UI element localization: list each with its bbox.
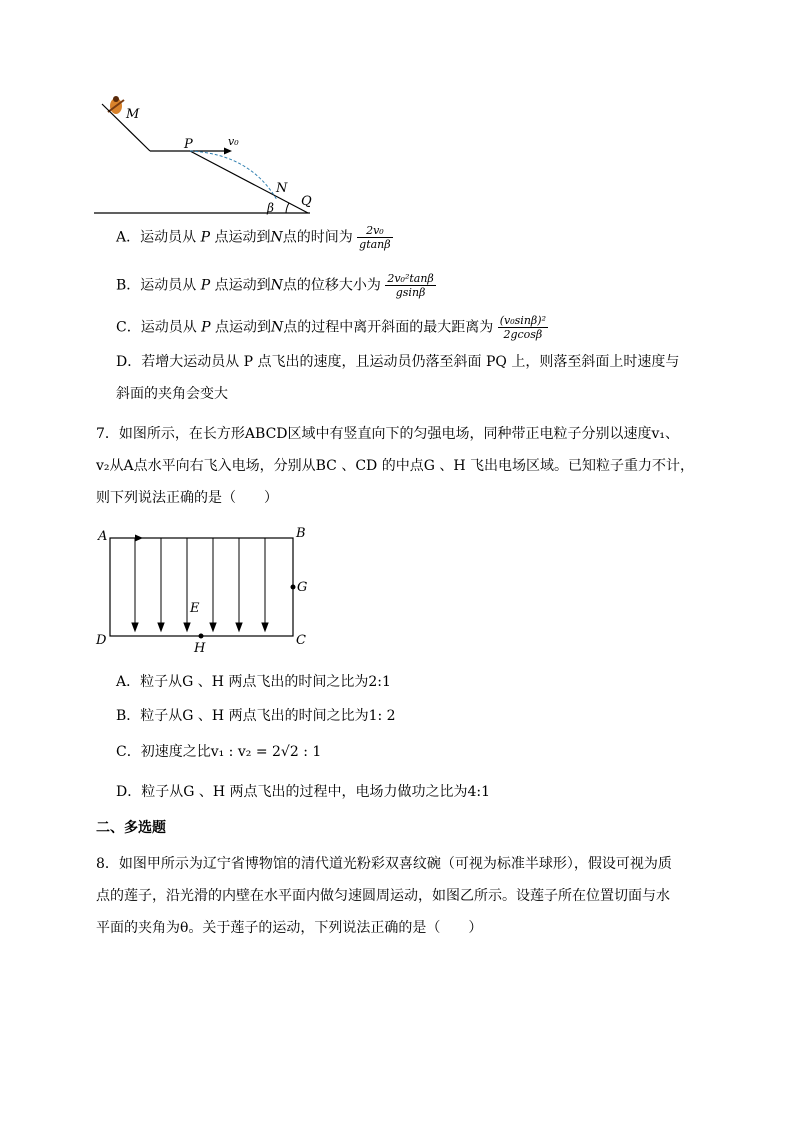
q8-stem-line1: 8．如图甲所示为辽宁省博物馆的清代道光粉彩双喜纹碗（可视为标准半球形），假设可视为质 — [96, 856, 672, 872]
section-heading: 二、多选题 — [96, 820, 166, 836]
slope-pq-line — [190, 151, 308, 213]
fraction: $\frac{\text{(v₀sinβ)²}}{2gcos\beta}$ — [499, 314, 546, 341]
label-A: A — [98, 529, 108, 544]
fraction: $\frac{\text{2v₀²tanβ}}{gsin\beta}$ — [387, 272, 434, 299]
q6-option-c[interactable]: C．运动员从 P 点运动到N点的过程中离开斜面的最大距离为 $\frac{\text{(v₀sinβ)²}}{2gcos\beta}$ — [116, 314, 546, 341]
label-M: M — [126, 107, 140, 122]
label-P: P — [184, 137, 193, 152]
q8-stem-line3: 平面的夹角为θ。关于莲子的运动，下列说法正确的是（ ） — [96, 920, 483, 936]
electric-field-figure — [90, 524, 320, 656]
q7-stem-line3: 则下列说法正确的是（ ） — [96, 490, 278, 506]
field-rectangle — [110, 538, 293, 636]
q7-stem-line2: v₂从A点水平向右飞入电场，分别从BC 、CD 的中点G 、H 飞出电场区域。已知粒子重力不计， — [96, 458, 695, 474]
label-E: E — [190, 601, 200, 616]
angle-arc — [286, 203, 289, 213]
point-H — [199, 634, 204, 639]
field-lines — [132, 538, 268, 631]
label-H: H — [194, 641, 206, 656]
label-C: C — [296, 633, 306, 648]
fraction: $\frac{\text{2v₀}}{gtan\beta}$ — [359, 224, 391, 251]
q7-option-d[interactable]: D．粒子从G 、H 两点飞出的过程中，电场力做功之比为4:1 — [116, 784, 491, 800]
q7-option-a[interactable]: A．粒子从G 、H 两点飞出的时间之比为2:1 — [116, 674, 391, 690]
label-Q: Q — [301, 194, 312, 209]
q7-option-b[interactable]: B．粒子从G 、H 两点飞出的时间之比为1: 2 — [116, 708, 396, 724]
q6-option-a[interactable]: A．运动员从 P 点运动到N点的时间为 $\frac{\text{2v₀}}{gtan\beta}$ — [116, 224, 391, 251]
q7-option-c[interactable]: C．初速度之比v₁ : v₂ = 2√2 : 1 — [116, 744, 322, 760]
skier-icon — [108, 96, 124, 114]
label-v0: v₀ — [228, 135, 239, 148]
entry-arrowhead — [135, 535, 143, 542]
q6-option-b[interactable]: B．运动员从 P 点运动到N点的位移大小为 $\frac{\text{2v₀²tanβ}}{gsin\beta}$ — [116, 272, 434, 299]
label-beta: β — [267, 201, 274, 215]
label-D: D — [96, 633, 107, 648]
ski-jump-figure — [90, 92, 330, 220]
q7-stem-line1: 7．如图所示，在长方形ABCD区域中有竖直向下的匀强电场，同种带正电粒子分别以速度v₁、 — [96, 426, 680, 442]
point-G — [291, 585, 296, 590]
velocity-arrowhead — [224, 148, 232, 155]
q6-option-d-line2: 斜面的夹角会变大 — [116, 386, 228, 402]
label-B: B — [296, 526, 306, 541]
label-G: G — [297, 580, 308, 595]
q6-option-d-line1[interactable]: D．若增大运动员从 P 点飞出的速度，且运动员仍落至斜面 PQ 上，则落至斜面上时速度与 — [116, 354, 680, 370]
q8-stem-line2: 点的莲子，沿光滑的内壁在水平面内做匀速圆周运动，如图乙所示。设莲子所在位置切面与水 — [96, 888, 670, 904]
label-N: N — [276, 181, 288, 196]
